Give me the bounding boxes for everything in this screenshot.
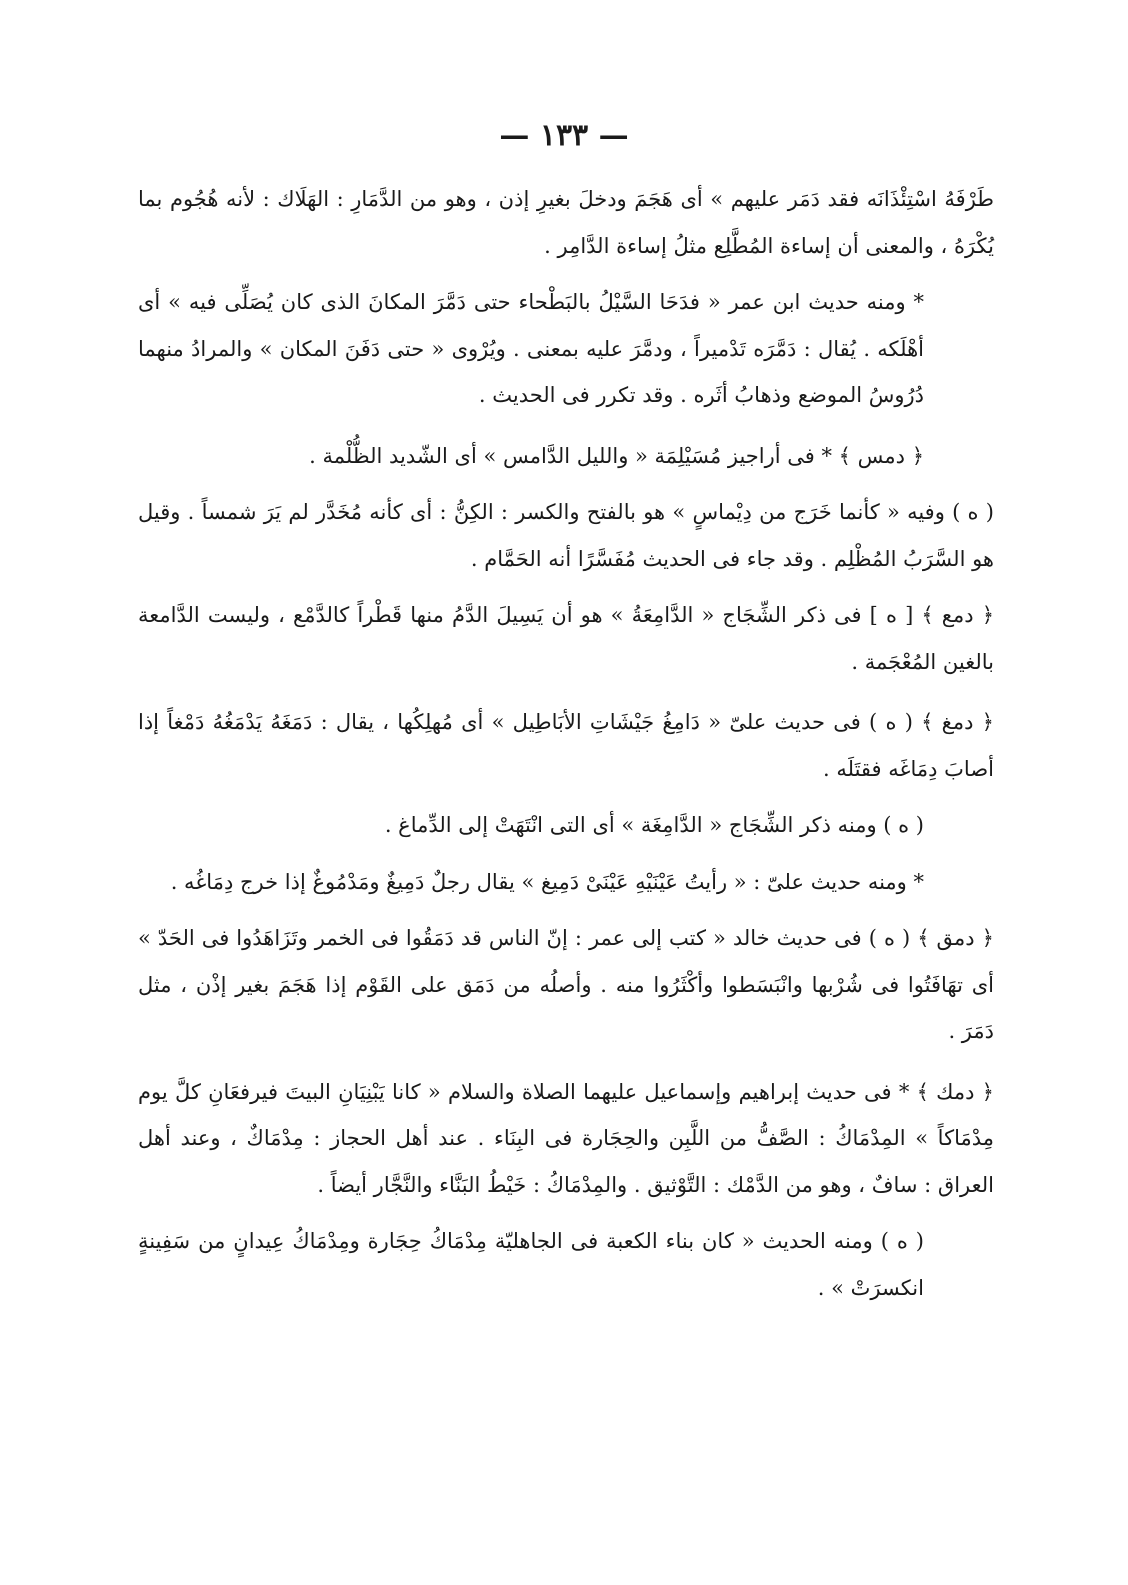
entry-damk: ﴿ دمك ﴾ * فى حديث إبراهيم وإسماعيل عليهما الصلاة والسلام « كانا يَبْنِيَانِ البيتَ فيرفعَانِ كلَّ يوم مِدْمَاكاً » المِدْمَاكُ : الصَّفُّ من اللَّبِن والحِجَارة فى البِنَاء . عند أهل الحجاز : مِدْمَاكٌ ، وعند أهل العراق : سافٌ ، وهو من الدَّمْك : التَّوْثيق . والمِدْمَاكُ : خَيْطُ البَنَّاء والنَّجَّار أيضاً .: [138, 1079, 994, 1197]
entry-damq: ﴿ دمق ﴾ ( ه ) فى حديث خالد « كتب إلى عمر : إنّ الناس قد دَمَقُوا فى الخمر وتَزَاهَدُوا فى الحَدّ » أى تهَافَتُوا فى شُرْبها وانْبَسَطوا وأكْثَرُوا منه . وأصلُه من دَمَق على القَوْم إذا هَجَمَ بغير إذْن ، مثل دَمَرَ .: [138, 926, 994, 1043]
paragraph-dimas: ( ه ) وفيه « كأنما خَرَج من دِيْماسٍ » هو بالفتح والكسر : الكِنُّ : أى كأنه مُخَدَّر لم يَرَ شمساً . وقيل هو السَّرَبُ المُظْلِم . وقد جاء فى الحديث مُفَسَّرًا أنه الحَمَّام .: [138, 500, 994, 571]
paragraph-damar-continuation: طَرْفَهُ اسْتِئْذَانَه فقد دَمَر عليهم » أى هَجَمَ ودخلَ بغيرِ إذن ، وهو من الدَّمَارِ : الهَلَاك : لأنه هُجُوم بما يُكْرَهُ ، والمعنى أن إساءة المُطَّلِع مثلُ إساءة الدَّامِر .: [138, 187, 994, 258]
paragraph-kaaba-hadith: ( ه ) ومنه الحديث « كان بناء الكعبة فى الجاهليّة مِدْمَاكُ حِجَارة ومِدْمَاكُ عِيدانٍ من سَفِينةٍ انكسرَتْ » .: [138, 1229, 924, 1300]
page-body: [138, 176, 994, 1311]
entry-dams: ﴿ دمس ﴾ * فى أراجيز مُسَيْلِمَة « والليل الدَّامس » أى الشّديد الظُّلْمة .: [309, 443, 924, 468]
paragraph-ibn-umar-hadith: * ومنه حديث ابن عمر « فدَحَا السَّيْلُ بالبَطْحاء حتى دَمَّرَ المكانَ الذى كان يُصَلِّى فيه » أى أهْلَكه . يُقال : دَمَّرَه تَدْميراً ، ودمَّرَ عليه بمعنى . ويُرْوى « حتى دَفَنَ المكان » والمرادُ منهما دُرُوسُ الموضع وذهابُ أثَره . وقد تكرر فى الحديث .: [138, 290, 924, 407]
page-number: — ١٣٣ —: [499, 118, 629, 153]
entry-dam: ﴿ دمع ﴾ [ ه ] فى ذكر الشِّجَاج « الدَّامِعَةُ » هو أن يَسِيلَ الدَّمُ منها قَطْراً كالدَّمْع ، وليست الدَّامعة بالغين المُعْجَمة .: [138, 603, 994, 674]
entry-damgh: ﴿ دمغ ﴾ ( ه ) فى حديث علىّ « دَامِغُ جَيْشَاتِ الأبَاطِيل » أى مُهلِكُها ، يقال : دَمَغَهُ يَدْمَغُهُ دَمْغاً إذا أصابَ دِمَاغَه فقتَلَه .: [138, 710, 994, 781]
paragraph-damigha: ( ه ) ومنه ذكر الشِّجَاج « الدَّامِغَة » أى التى انْتَهَتْ إلى الدِّماغ .: [384, 813, 924, 837]
paragraph-damigh: * ومنه حديث علىّ : « رأيتُ عَيْنَيْهِ عَيْنَىْ دَمِيغ » يقال رجلٌ دَمِيغٌ ومَدْمُوغٌ إذا خرج دِمَاغُه .: [170, 869, 924, 894]
